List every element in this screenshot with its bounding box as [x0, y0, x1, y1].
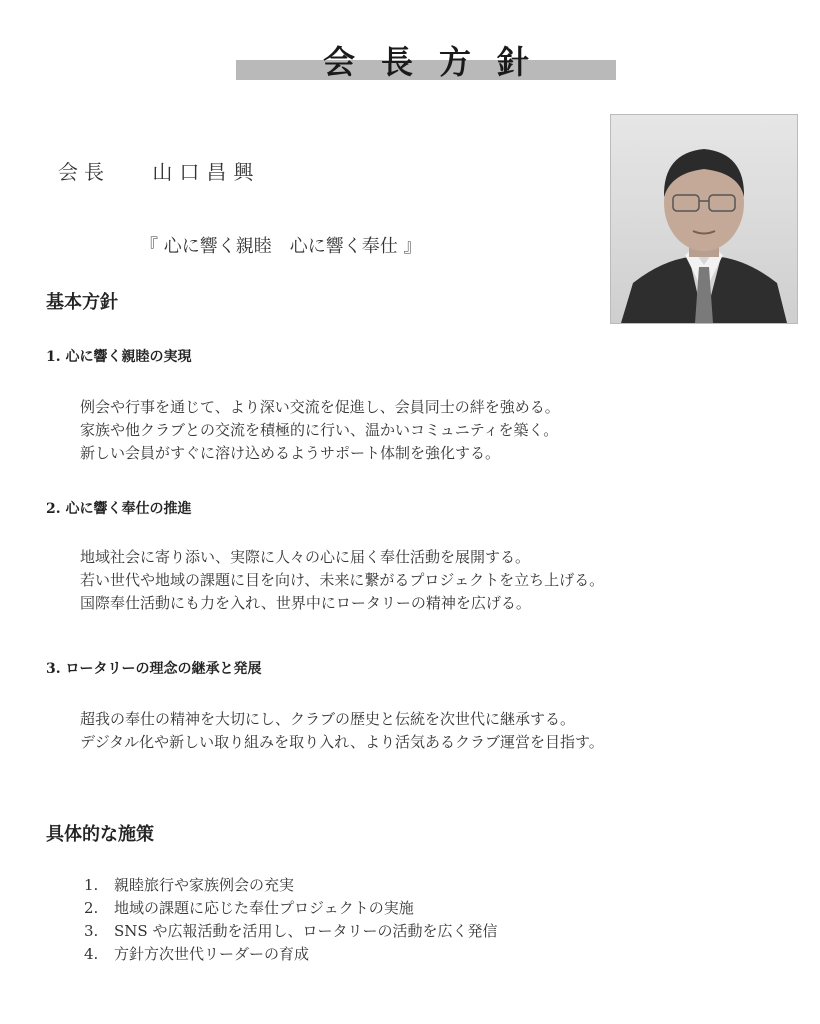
title-banner	[236, 40, 616, 82]
policy-line: 例会や行事を通じて、より深い交流を促進し、会員同士の絆を強める。	[80, 398, 560, 416]
list-item	[84, 897, 497, 920]
measures-list	[84, 874, 497, 966]
list-item-number: 1.	[84, 876, 99, 894]
policy-section-body	[80, 396, 560, 465]
list-item	[84, 874, 497, 897]
list-item-text: 親睦旅行や家族例会の充実	[114, 876, 295, 894]
list-item-number: 4.	[84, 945, 99, 963]
policy-line: 超我の奉仕の精神を大切にし、クラブの歴史と伝統を次世代に継承する。	[80, 710, 576, 728]
policy-section-body	[80, 708, 604, 754]
president-role: 会長	[58, 160, 110, 184]
president-line	[58, 156, 260, 185]
list-item	[84, 920, 497, 943]
policy-section-title: 2. 心に響く奉仕の推進	[46, 501, 192, 517]
policy-line: デジタル化や新しい取り組みを取り入れ、より活気あるクラブ運営を目指す。	[80, 733, 604, 751]
policy-line: 若い世代や地域の課題に目を向け、未来に繋がるプロジェクトを立ち上げる。	[80, 571, 605, 589]
list-item	[84, 943, 497, 966]
policy-section-body	[80, 546, 604, 615]
theme-slogan: 『 心に響く親睦 心に響く奉仕 』	[140, 236, 422, 257]
page-title: 会長方針	[322, 43, 555, 81]
measures-heading: 具体的な施策	[46, 824, 154, 845]
policy-section-title: 1. 心に響く親睦の実現	[46, 349, 192, 365]
policy-line: 家族や他クラブとの交流を積極的に行い、温かいコミュニティを築く。	[80, 421, 559, 439]
list-item-text: SNS や広報活動を活用し、ロータリーの活動を広く発信	[114, 922, 498, 940]
president-name: 山口昌興	[152, 160, 261, 184]
policy-section-title: 3. ロータリーの理念の継承と発展	[46, 661, 262, 677]
policy-line: 新しい会員がすぐに溶け込めるようサポート体制を強化する。	[80, 444, 501, 462]
list-item-text: 方針方次世代リーダーの育成	[114, 945, 310, 963]
policy-line: 国際奉仕活動にも力を入れ、世界中にロータリーの精神を広げる。	[80, 594, 531, 612]
policy-line: 地域社会に寄り添い、実際に人々の心に届く奉仕活動を展開する。	[80, 548, 531, 566]
president-portrait	[610, 114, 798, 324]
basic-policy-heading: 基本方針	[46, 292, 118, 313]
list-item-number: 3.	[84, 922, 99, 940]
list-item-text: 地域の課題に応じた奉仕プロジェクトの実施	[114, 899, 414, 917]
list-item-number: 2.	[84, 899, 99, 917]
